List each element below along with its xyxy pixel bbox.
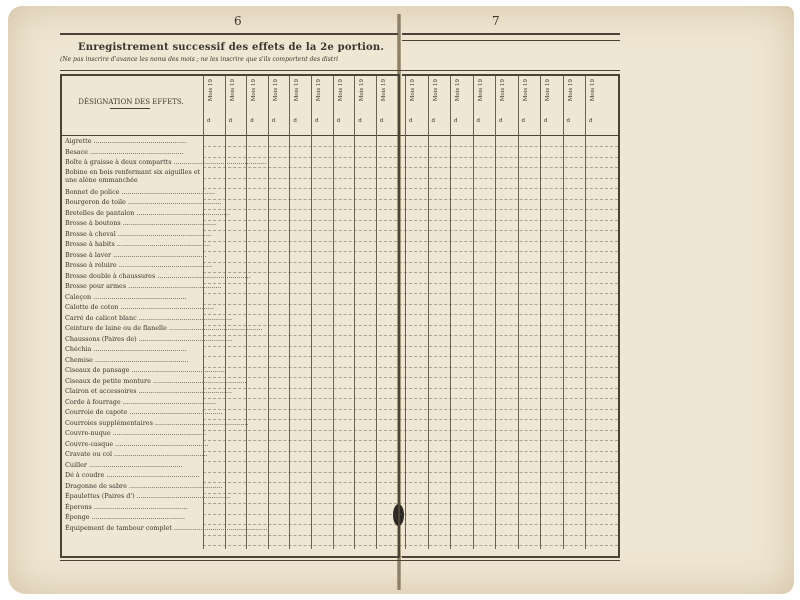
day-label: d bbox=[293, 118, 297, 124]
day-label: d bbox=[358, 118, 362, 124]
month-column-header: Mois 19 bbox=[208, 79, 214, 102]
grid-row-line bbox=[203, 419, 618, 420]
grid-row-line bbox=[203, 199, 618, 200]
grid-row-line bbox=[203, 167, 618, 168]
item-row: Boîte à graisse à deux compartts .............................................. bbox=[65, 158, 267, 166]
item-row: Bretelles de pantalon .............................................. bbox=[65, 208, 230, 217]
month-column-header: Mois 19 bbox=[410, 79, 416, 102]
item-row: Bobine en bois renfermant six aiguilles et une alène emmanchée bbox=[65, 167, 201, 185]
month-column-header: Mois 19 bbox=[545, 79, 551, 102]
grid-row-line bbox=[203, 230, 618, 231]
day-label: d bbox=[476, 118, 481, 124]
month-column-header: Mois 19 bbox=[380, 79, 387, 102]
top-rule-left bbox=[60, 33, 398, 35]
month-column-header: Mois 19 bbox=[477, 79, 484, 102]
item-row: Brosse à reluire .............................................. bbox=[65, 261, 213, 269]
item-row: Brosse pour armes .............................................. bbox=[65, 282, 222, 290]
grid-row-line bbox=[203, 293, 618, 294]
top-rule-right-thin bbox=[402, 40, 620, 41]
grid-row-line bbox=[203, 346, 618, 347]
month-column-header: Mois 19 bbox=[432, 79, 439, 102]
grid-row-line bbox=[203, 377, 618, 378]
item-row: Chemise .............................................. bbox=[65, 355, 189, 364]
page-title: Enregistrement successif des effets de la 2e portion. bbox=[77, 42, 385, 53]
item-row: Aigrette .............................................. bbox=[65, 137, 187, 145]
top-rule-right bbox=[402, 33, 620, 35]
day-label: d bbox=[207, 118, 211, 124]
day-label: d bbox=[431, 118, 436, 124]
item-row: Cuiller .............................................. bbox=[65, 460, 183, 469]
grid-row-line bbox=[203, 482, 618, 483]
item-row: Dé à coudre .............................................. bbox=[65, 471, 200, 479]
month-column-header: Mois 19 bbox=[294, 79, 301, 102]
grid-row-line bbox=[203, 451, 618, 452]
designation-header: DÉSIGNATION DES EFFETS. bbox=[78, 98, 184, 106]
item-row: Besace .............................................. bbox=[65, 147, 184, 156]
item-row: Brosse à habits .............................................. bbox=[65, 240, 211, 248]
grid-row-line bbox=[203, 178, 618, 179]
grid-row-line bbox=[203, 283, 618, 284]
day-label: d bbox=[544, 118, 548, 124]
day-label: d bbox=[271, 118, 276, 124]
grid-row-line bbox=[203, 556, 618, 557]
grid-row-line bbox=[203, 461, 618, 462]
day-label: d bbox=[521, 118, 526, 124]
grid-row-line bbox=[203, 472, 618, 473]
item-row: Brosse à cheval .............................................. bbox=[65, 229, 212, 238]
item-row: Corde à fourrage .............................................. bbox=[65, 397, 217, 406]
item-row: Chéchia .............................................. bbox=[65, 345, 187, 353]
day-label: d bbox=[454, 118, 458, 124]
item-row: Brosse double à chaussures .............................................. bbox=[65, 271, 251, 280]
page-subtitle: (Ne pas inscrire d'avance les noms des mois ; ne les inscrire que s'ils comportent des distri bbox=[60, 56, 339, 63]
item-row: Ciseaux de pansage .............................................. bbox=[65, 366, 225, 374]
item-row: Carré de calicot blanc .............................................. bbox=[65, 313, 233, 322]
month-column-header: Mois 19 bbox=[229, 79, 236, 102]
month-column-header: Mois 19 bbox=[590, 79, 596, 102]
grid-row-line bbox=[203, 262, 618, 263]
item-row: Couvre-casque .............................................. bbox=[65, 439, 209, 448]
item-row: Ceinture de laine ou de flanelle .............................................. bbox=[65, 324, 263, 332]
grid-row-line bbox=[203, 524, 618, 525]
month-column-header: Mois 19 bbox=[316, 79, 322, 102]
designation-underline bbox=[110, 108, 150, 109]
grid-row-line bbox=[203, 356, 618, 357]
grid-row-line bbox=[203, 388, 618, 389]
day-label: d bbox=[228, 118, 233, 124]
item-row: Caleçon .............................................. bbox=[65, 292, 187, 301]
day-label: d bbox=[379, 118, 384, 124]
grid-row-line bbox=[203, 535, 618, 536]
day-label: d bbox=[566, 118, 571, 124]
month-column-header: Mois 19 bbox=[522, 79, 529, 102]
day-label: d bbox=[409, 118, 413, 124]
item-row: Bonnet de police .............................................. bbox=[65, 187, 215, 196]
item-row: Brosse à boutons .............................................. bbox=[65, 219, 217, 227]
grid-row-line bbox=[203, 314, 618, 315]
item-row: Courroies supplémentaires .............................................. bbox=[65, 418, 249, 427]
grid-row-line bbox=[203, 430, 618, 431]
month-column-header: Mois 19 bbox=[359, 79, 366, 102]
grid-row-line bbox=[203, 146, 618, 147]
grid-row-line bbox=[203, 409, 618, 410]
page-number-left: 6 bbox=[234, 14, 242, 28]
grid-row-line bbox=[203, 545, 618, 546]
item-row: Calotte de coton .............................................. bbox=[65, 303, 214, 311]
item-row: Brosse à laver .............................................. bbox=[65, 250, 207, 259]
grid-row-line bbox=[203, 188, 618, 189]
item-row: Équipement de tambour complet .............................................. bbox=[65, 523, 268, 532]
grid-row-line bbox=[203, 335, 618, 336]
grid-row-line bbox=[203, 440, 618, 441]
grid-row-line bbox=[203, 272, 618, 273]
grid-row-line bbox=[203, 220, 618, 221]
item-row: Chaussons (Paires de) .............................................. bbox=[65, 334, 233, 343]
grid-row-line bbox=[203, 209, 618, 210]
grid-row-line bbox=[203, 157, 618, 158]
day-label: d bbox=[336, 118, 341, 124]
grid-row-line bbox=[203, 304, 618, 305]
page-number-right: 7 bbox=[492, 14, 500, 28]
item-row: Courroie de capote .............................................. bbox=[65, 408, 223, 416]
item-row: Ciseaux de petite monture .............................................. bbox=[65, 376, 247, 385]
month-column-header: Mois 19 bbox=[337, 79, 344, 102]
item-row: Couvre-nuque .............................................. bbox=[65, 429, 207, 437]
day-label: d bbox=[250, 118, 254, 124]
grid-row-line bbox=[203, 325, 618, 326]
day-label: d bbox=[315, 118, 319, 124]
item-row: Dragonne de sabre .............................................. bbox=[65, 481, 223, 490]
month-column-header: Mois 19 bbox=[272, 79, 279, 102]
grid-row-line bbox=[203, 241, 618, 242]
grid-row-line bbox=[203, 367, 618, 368]
month-column-header: Mois 19 bbox=[251, 79, 258, 102]
item-list bbox=[65, 136, 268, 533]
header-rule bbox=[60, 70, 620, 71]
item-row: Cravate ou col .............................................. bbox=[65, 450, 208, 458]
item-row: Bourgeron de toile .............................................. bbox=[65, 198, 222, 206]
grid-row-line bbox=[203, 503, 618, 504]
grid-row-line bbox=[203, 251, 618, 252]
grid-row-line bbox=[203, 398, 618, 399]
grid-row-line bbox=[203, 514, 618, 515]
grid-row-line bbox=[203, 493, 618, 494]
item-row: Épaulettes (Paires d') .............................................. bbox=[65, 492, 231, 500]
day-label: d bbox=[499, 118, 503, 124]
item-row: Éperons .............................................. bbox=[65, 502, 188, 511]
month-column-header: Mois 19 bbox=[455, 79, 461, 102]
month-column-header: Mois 19 bbox=[567, 79, 574, 102]
day-label: d bbox=[589, 118, 593, 124]
footer-rule bbox=[60, 560, 620, 561]
item-row: Éponge .............................................. bbox=[65, 513, 186, 521]
month-column-header: Mois 19 bbox=[500, 79, 506, 102]
item-row: Clairon et accessoires .............................................. bbox=[65, 387, 233, 395]
